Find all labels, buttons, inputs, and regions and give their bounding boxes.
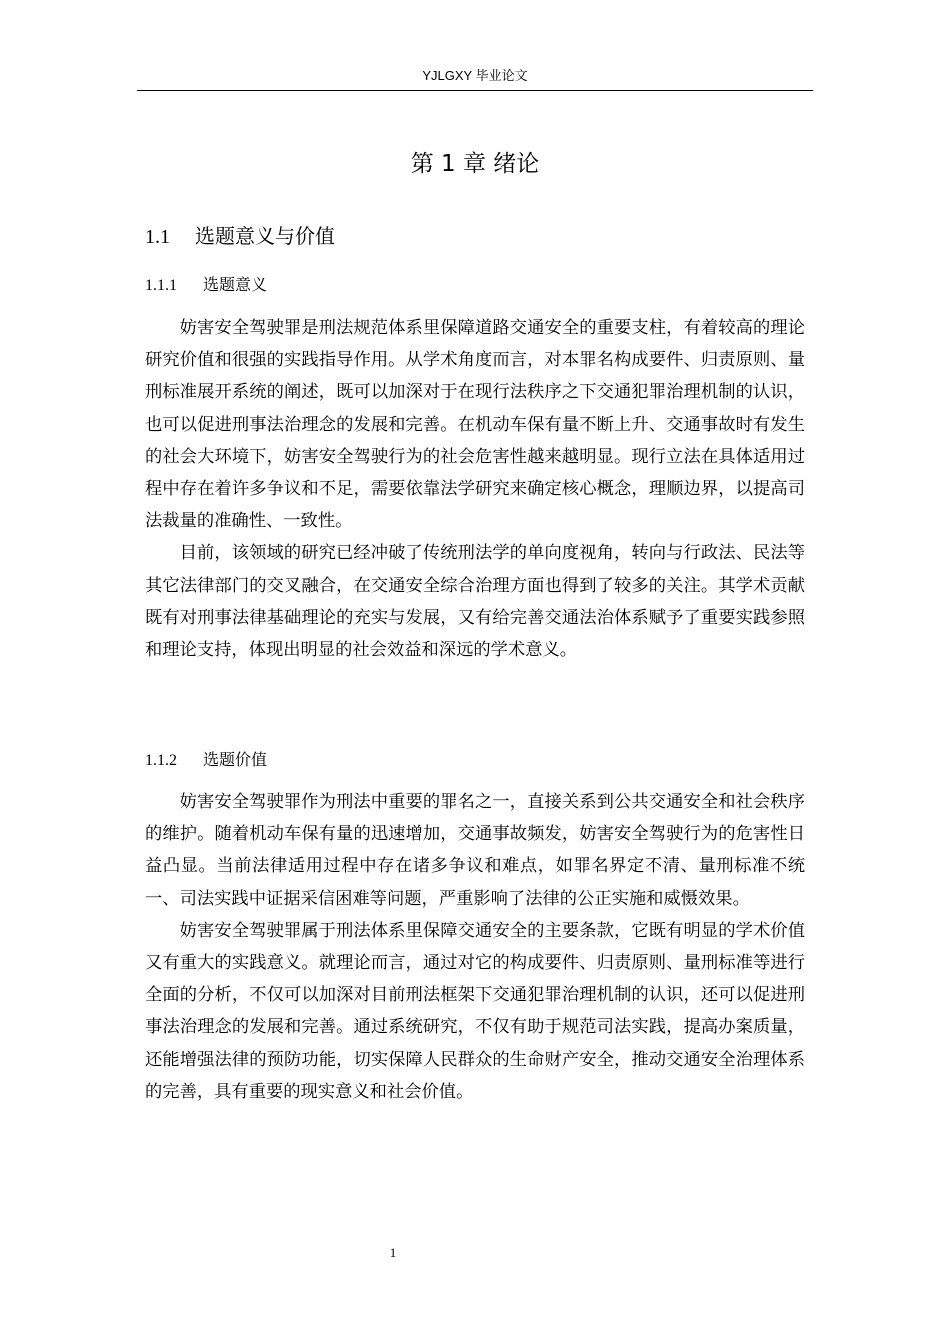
section-heading-1-1 — [145, 221, 335, 252]
subsection-number: 1.1.1 — [145, 277, 177, 294]
subsection-title: 选题价值 — [203, 750, 268, 769]
subsection-title: 选题意义 — [203, 275, 268, 294]
subsection-body-1-1-1 — [145, 312, 805, 666]
subsection-number: 1.1.2 — [145, 752, 177, 769]
chapter-title: 第 1 章 绪论 — [410, 151, 540, 177]
paragraph: 目前，该领域的研究已经冲破了传统刑法学的单向度视角，转向与行政法、民法等其它法律部门的交叉融合，在交通安全综合治理方面也得到了较多的关注。其学术贡献既有对刑事法律基础理论的充实与发展，又有给完善交通法治体系赋予了重要实践参照和理论支持，体现出明显的社会效益和深远的学术意义。 — [145, 543, 805, 661]
paragraph: 妨害安全驾驶罪是刑法规范体系里保障道路交通安全的重要支柱，有着较高的理论研究价值和很强的实践指导作用。从学术角度而言，对本罪名构成要件、归责原则、量刑标准展开系统的阐述，既可以加深对于在现行法秩序之下交通犯罪治理机制的认识，也可以促进刑事法治理念的发展和完善。在机动车保有量不断上升、交通事故时有发生的社会大环境下，妨害安全驾驶行为的社会危害性越来越明显。现行立法在具体适用过程中存在着许多争议和不足，需要依靠法学研究来确定核心概念，理顺边界，以提高司法裁量的准确性、一致性。 — [145, 318, 805, 532]
paragraph: 妨害安全驾驶罪属于刑法体系里保障交通安全的主要条款，它既有明显的学术价值又有重大的实践意义。就理论而言，通过对它的构成要件、归责原则、量刑标准等进行全面的分析，不仅可以加深对目前刑法框架下交通犯罪治理机制的认识，还可以促进刑事法治理念的发展和完善。通过系统研究，不仅有助于规范司法实践，提高办案质量，还能增强法律的预防功能，切实保障人民群众的生命财产安全，推动交通安全治理体系的完善，具有重要的现实意义和社会价值。 — [145, 920, 805, 1102]
subsection-heading-1-1-1 — [145, 272, 267, 299]
paragraph: 妨害安全驾驶罪作为刑法中重要的罪名之一，直接关系到公共交通安全和社会秩序的维护。随着机动车保有量的迅速增加，交通事故频发，妨害安全驾驶行为的危害性日益凸显。当前法律适用过程中存在诸多争议和难点，如罪名界定不清、量刑标准不统一、司法实践中证据采信困难等问题，严重影响了法律的公正实施和威慑效果。 — [145, 792, 805, 909]
page-number: 1 — [389, 1245, 397, 1260]
header-title: YJLGXY 毕业论文 — [422, 68, 528, 83]
section-number: 1.1 — [145, 226, 170, 248]
section-title: 选题意义与价值 — [195, 224, 335, 248]
page-header — [137, 64, 813, 91]
subsection-body-1-1-2 — [145, 786, 805, 1108]
subsection-heading-1-1-2 — [145, 747, 267, 774]
